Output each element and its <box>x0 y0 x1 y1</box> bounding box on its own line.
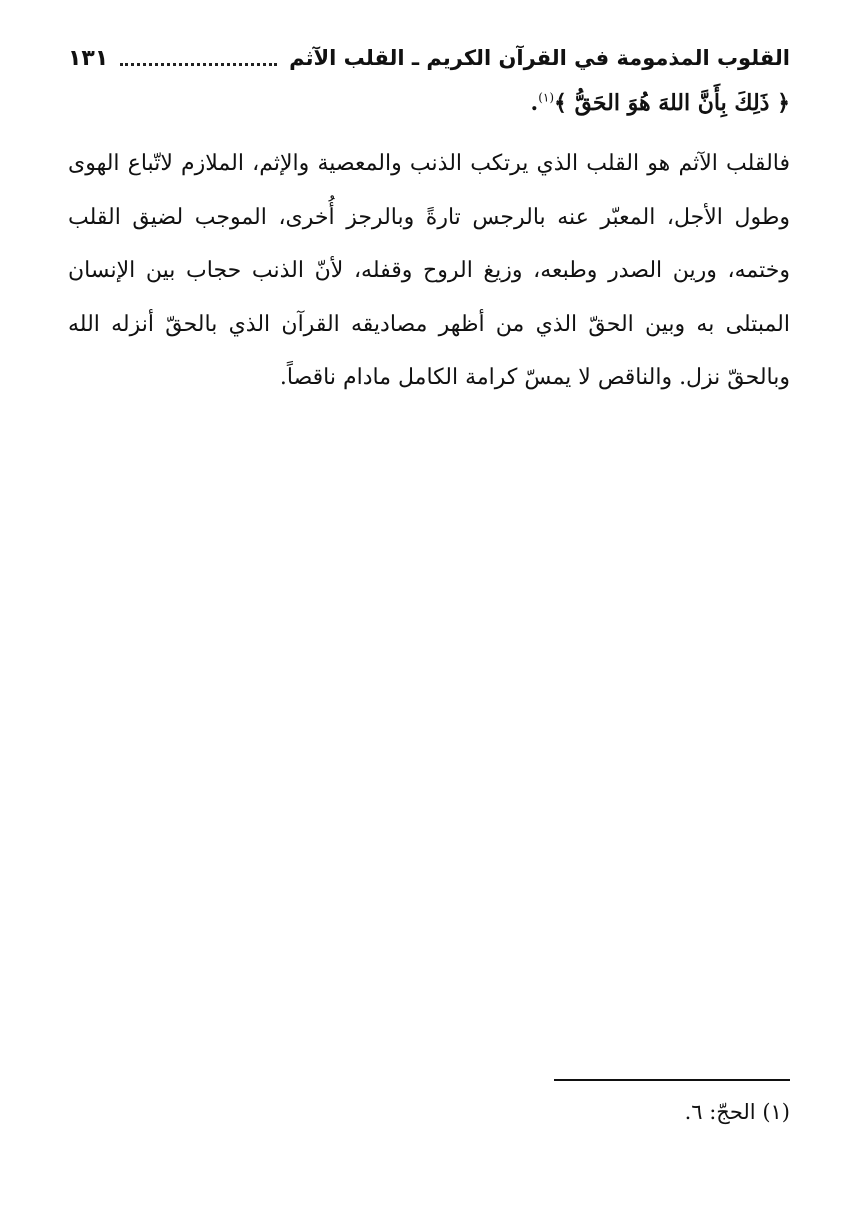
paragraph: فالقلب الآثم هو القلب الذي يرتكب الذنب والمعصية والإثم، الملازم لاتّباع الهوى وطول الأجل، المعبّر عنه بالرجس تارةً وبالرجز أُخرى، الموجب لضيق القلب وختمه، ورين الصدر وطبعه، وزيغ الروح وقفله، لأنّ الذنب حجاب بين الإنسان المبتلى به وبين الحقّ الذي من أظهر مصاديقه القرآن الذي بالحقّ أنزله الله وبالحقّ نزل. والناقص لا يمسّ كرامة الكامل مادام ناقصاً. <box>68 151 790 390</box>
chapter-title: القلوب المذمومة في القرآن الكريم ـ القلب الآثم <box>289 46 790 70</box>
running-header <box>68 38 790 78</box>
footnote: (١) الحجّ: ٦. <box>684 1100 790 1124</box>
dot-leader <box>120 63 277 66</box>
footnote-divider <box>554 1079 790 1081</box>
page-number: ١٣١ <box>68 45 109 71</box>
verse-text: ﴿ ذَلِكَ بِأَنَّ اللهَ هُوَ الحَقُّ ﴾ <box>554 90 790 116</box>
verse-period: . <box>530 90 539 116</box>
body-text <box>68 137 790 405</box>
footnote-marker: (١) <box>538 90 555 105</box>
quran-verse <box>531 90 790 116</box>
